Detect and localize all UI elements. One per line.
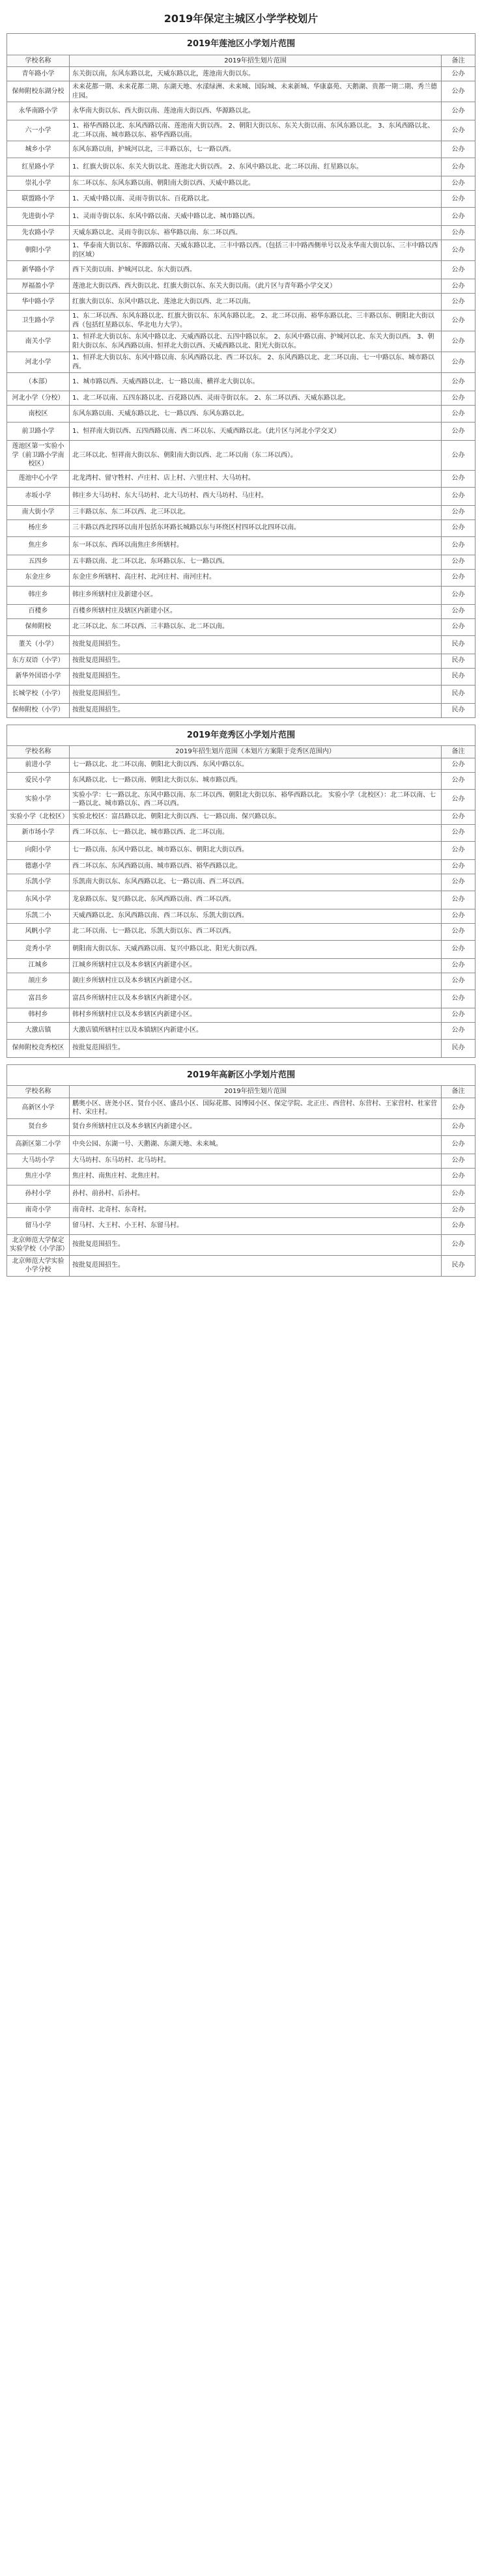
school-name-cell: 保师附校东湖分校 xyxy=(7,81,70,102)
table-row xyxy=(7,505,475,519)
zoning-table xyxy=(7,725,475,1058)
school-name-cell: 风帆小学 xyxy=(7,923,70,940)
school-name-cell: 东金庄乡 xyxy=(7,569,70,586)
school-name-cell: 爱民小学 xyxy=(7,772,70,789)
table-row xyxy=(7,958,475,973)
range-cell: 东风东路以南，护城河以北，三丰路以东，七一路以西。 xyxy=(70,141,442,158)
column-header-range: 2019年招生划片范围 xyxy=(70,1086,442,1098)
school-name-cell: 新市场小学 xyxy=(7,824,70,841)
table-row xyxy=(7,373,475,391)
table-row xyxy=(7,1185,475,1203)
table-row xyxy=(7,1039,475,1057)
range-cell: 韩庄乡大马坊村、东大马坊村、北大马坊村、西大马坊村、马庄村。 xyxy=(70,487,442,505)
range-cell: 按批复范围招生。 xyxy=(70,685,442,703)
column-header-row xyxy=(7,55,475,67)
table-row xyxy=(7,990,475,1008)
note-cell: 公办 xyxy=(441,311,475,331)
table-row xyxy=(7,311,475,331)
school-name-cell: 留马小学 xyxy=(7,1217,70,1234)
range-cell: 孙村、前孙村、后孙村。 xyxy=(70,1185,442,1203)
range-cell: 七一路以南、东风中路以北、城市路以东、朝阳北大街以西。 xyxy=(70,841,442,859)
school-name-cell: 联盟路小学 xyxy=(7,191,70,208)
range-cell: 1、东二环以西、东风东路以北、红旗大街以东、东风东路以北。 2、北二环以南、裕华东路以北、三丰路以东、朝阳北大街以西（包括红星路以东、华北电力大学）。 xyxy=(70,311,442,331)
note-cell: 公办 xyxy=(441,240,475,261)
table-row xyxy=(7,940,475,958)
school-name-cell: 高新区第二小学 xyxy=(7,1135,70,1154)
table-row xyxy=(7,261,475,279)
table-row xyxy=(7,604,475,618)
table-row xyxy=(7,824,475,841)
range-cell: 东金庄乡所辖村、高庄村、北河庄村、南河庄村。 xyxy=(70,569,442,586)
range-cell: 按批复范围招生。 xyxy=(70,635,442,654)
range-cell: 大激店镇所辖村庄以及本镇辖区内新建小区。 xyxy=(70,1022,442,1039)
note-cell: 公办 xyxy=(441,1234,475,1255)
note-cell: 公办 xyxy=(441,758,475,772)
school-name-cell: 莲池区第一实验小学（前卫路小学南校区） xyxy=(7,441,70,471)
column-header-school: 学校名称 xyxy=(7,55,70,67)
range-cell: 1、恒祥北大街以东、东风中路以南、东风西路以北、西二环以东。 2、东风西路以北、北二环以南、七一中路以东、城市路以西。 xyxy=(70,352,442,373)
table-row xyxy=(7,1154,475,1168)
range-cell: 1、恒祥北大街以东、东风中路以北、天威西路以北、五四中路以东。 2、东风中路以南、护城河以北、东关大街以西。 3、朝阳大街以东、东风西路以南、恒祥北大街以西、天威西路以北、阳光大街以东。 xyxy=(70,331,442,352)
section-heading-row xyxy=(7,1064,475,1086)
school-name-cell: 颉庄乡 xyxy=(7,973,70,990)
range-cell: 红旗大街以东、东风中路以北、莲池北大街以西、北二环以南。 xyxy=(70,294,442,311)
range-cell: 1、灵雨寺街以东、东风中路以南、天威中路以北、城市路以西。 xyxy=(70,208,442,226)
table-row xyxy=(7,1135,475,1154)
note-cell: 公办 xyxy=(441,1022,475,1039)
table-row xyxy=(7,772,475,789)
note-cell: 公办 xyxy=(441,1154,475,1168)
range-cell: 1、红旗大街以东、东关大街以北、莲池北大街以西。 2、东风中路以北、北二环以南、红星路以东。 xyxy=(70,158,442,176)
table-row xyxy=(7,1217,475,1234)
table-row xyxy=(7,422,475,441)
school-name-cell: 新华外国语小学 xyxy=(7,668,70,685)
school-name-cell: 红星路小学 xyxy=(7,158,70,176)
note-cell: 公办 xyxy=(441,958,475,973)
note-cell: 公办 xyxy=(441,176,475,191)
school-name-cell: 南关小学 xyxy=(7,331,70,352)
note-cell: 公办 xyxy=(441,141,475,158)
note-cell: 公办 xyxy=(441,874,475,891)
note-cell: 公办 xyxy=(441,841,475,859)
note-cell: 公办 xyxy=(441,487,475,505)
school-name-cell: 永华南路小学 xyxy=(7,102,70,120)
note-cell: 民办 xyxy=(441,685,475,703)
note-cell: 公办 xyxy=(441,1098,475,1118)
column-header-note: 备注 xyxy=(441,746,475,758)
zoning-table xyxy=(7,1064,475,1277)
range-cell: 西二环以东、东风西路以南、城市路以西、裕华西路以北。 xyxy=(70,859,442,874)
range-cell: 天威东路以北、灵雨寺街以东、裕华路以南、东二环以西。 xyxy=(70,226,442,240)
range-cell: 东风东路以南、天威东路以北、七一路以西、东风东路以北。 xyxy=(70,406,442,422)
school-name-cell: 高新区小学 xyxy=(7,1098,70,1118)
range-cell: 东一环以东、西环以南焦庄乡所辖村。 xyxy=(70,536,442,555)
note-cell: 公办 xyxy=(441,810,475,824)
table-row xyxy=(7,569,475,586)
school-name-cell: 向阳小学 xyxy=(7,841,70,859)
column-header-range: 2019年招生划片范围 xyxy=(70,55,442,67)
school-name-cell: 河北小学（分校） xyxy=(7,391,70,406)
school-name-cell: 保师附校（小学） xyxy=(7,703,70,717)
table-row xyxy=(7,1234,475,1255)
note-cell: 公办 xyxy=(441,824,475,841)
column-header-range: 2019年招生划片范围（本划片方案限于竞秀区范围内） xyxy=(70,746,442,758)
section-heading: 2019年莲池区小学划片范围 xyxy=(7,34,475,55)
school-name-cell: 崇礼小学 xyxy=(7,176,70,191)
table-row xyxy=(7,279,475,294)
school-name-cell: 长城学校（小学） xyxy=(7,685,70,703)
table-row xyxy=(7,635,475,654)
document-page xyxy=(0,0,482,1277)
table-row xyxy=(7,1098,475,1118)
table-row xyxy=(7,909,475,923)
range-cell: 北三环以北、东二环以西、三丰路以东、北二环以南。 xyxy=(70,618,442,635)
school-name-cell: 华中路小学 xyxy=(7,294,70,311)
note-cell: 民办 xyxy=(441,1039,475,1057)
school-name-cell: 五四乡 xyxy=(7,555,70,569)
school-name-cell: 前进小学 xyxy=(7,758,70,772)
note-cell: 公办 xyxy=(441,940,475,958)
table-row xyxy=(7,810,475,824)
school-name-cell: 实验小学 xyxy=(7,789,70,810)
range-cell: 1、城市路以西、天威西路以北、七一路以南、横祥北大街以东。 xyxy=(70,373,442,391)
note-cell: 公办 xyxy=(441,373,475,391)
table-row xyxy=(7,1008,475,1022)
note-cell: 公办 xyxy=(441,261,475,279)
column-header-row xyxy=(7,746,475,758)
range-cell: 西下关街以南、护城河以北、东大街以西。 xyxy=(70,261,442,279)
range-cell: 北三环以北、恒祥南大街以东、朝阳南大街以西、北二环以南（东二环以西）。 xyxy=(70,441,442,471)
school-name-cell: 百楼乡 xyxy=(7,604,70,618)
table-row xyxy=(7,1022,475,1039)
column-header-school: 学校名称 xyxy=(7,1086,70,1098)
note-cell: 公办 xyxy=(441,67,475,81)
school-name-cell: 北京师范大学实验小学分校 xyxy=(7,1255,70,1276)
note-cell: 公办 xyxy=(441,208,475,226)
note-cell: 公办 xyxy=(441,772,475,789)
section-spacer xyxy=(7,1058,475,1064)
range-cell: 贤台乡所辖村庄以及本乡辖区内新建小区。 xyxy=(70,1118,442,1135)
school-name-cell: 大马坊小学 xyxy=(7,1154,70,1168)
school-name-cell: 先农路小学 xyxy=(7,226,70,240)
note-cell: 公办 xyxy=(441,158,475,176)
school-name-cell: 富昌乡 xyxy=(7,990,70,1008)
school-name-cell: 厚福盈小学 xyxy=(7,279,70,294)
table-row xyxy=(7,470,475,487)
note-cell: 公办 xyxy=(441,279,475,294)
range-cell: 百楼乡所辖村庄及辖区内新建小区。 xyxy=(70,604,442,618)
note-cell: 公办 xyxy=(441,422,475,441)
range-cell: 三丰路以西北四环以南并包括东环路长城路以东与环绕区村四环以北四环以南。 xyxy=(70,519,442,536)
note-cell: 公办 xyxy=(441,81,475,102)
range-cell: 韩村乡所辖村庄以及本乡辖区内新建小区。 xyxy=(70,1008,442,1022)
range-cell: 鹏奥小区、唐尧小区、贤台小区、盛昌小区、国际花都、园博园小区、保定学院、北正庄、西营村、东营村、王家营村、杜家营村、宋庄村。 xyxy=(70,1098,442,1118)
table-row xyxy=(7,141,475,158)
school-name-cell: 焦庄小学 xyxy=(7,1168,70,1185)
range-cell: 1、裕华西路以北、东风西路以南、莲池南大街以西。 2、朝阳大街以东、东关大街以南、东风东路以北。 3、东风西路以北、北二环以南、城市路以东、裕华西路以南。 xyxy=(70,120,442,141)
table-row xyxy=(7,685,475,703)
table-row xyxy=(7,1203,475,1217)
table-row xyxy=(7,586,475,604)
school-name-cell: 六一小学 xyxy=(7,120,70,141)
note-cell: 公办 xyxy=(441,923,475,940)
school-name-cell: 朝阳小学 xyxy=(7,240,70,261)
school-name-cell: 乐凯二小 xyxy=(7,909,70,923)
table-row xyxy=(7,294,475,311)
note-cell: 公办 xyxy=(441,226,475,240)
note-cell: 公办 xyxy=(441,294,475,311)
range-cell: 东二环以东、东风东路以南、朝阳南大街以西、天威中路以北。 xyxy=(70,176,442,191)
section-heading-row xyxy=(7,725,475,746)
school-name-cell: 焦庄乡 xyxy=(7,536,70,555)
note-cell: 公办 xyxy=(441,973,475,990)
note-cell: 公办 xyxy=(441,909,475,923)
school-name-cell: 前卫路小学 xyxy=(7,422,70,441)
table-row xyxy=(7,668,475,685)
table-row xyxy=(7,859,475,874)
range-cell: 留马村、大王村、小王村、东留马村。 xyxy=(70,1217,442,1234)
school-name-cell: 江城乡 xyxy=(7,958,70,973)
school-name-cell: 莲池中心小学 xyxy=(7,470,70,487)
table-row xyxy=(7,891,475,909)
table-row xyxy=(7,758,475,772)
note-cell: 民办 xyxy=(441,635,475,654)
table-row xyxy=(7,1118,475,1135)
range-cell: 按批复范围招生。 xyxy=(70,1039,442,1057)
table-row xyxy=(7,102,475,120)
school-name-cell: 北京师范大学保定实验学校（小学部） xyxy=(7,1234,70,1255)
school-name-cell: 德惠小学 xyxy=(7,859,70,874)
note-cell: 公办 xyxy=(441,1203,475,1217)
range-cell: 南奇村、北奇村、东奇村。 xyxy=(70,1203,442,1217)
table-row xyxy=(7,331,475,352)
range-cell: 焦庄村、南焦庄村、北焦庄村。 xyxy=(70,1168,442,1185)
note-cell: 公办 xyxy=(441,859,475,874)
sections-container xyxy=(7,33,475,1277)
school-name-cell: 大激店镇 xyxy=(7,1022,70,1039)
school-name-cell: 南校区 xyxy=(7,406,70,422)
note-cell: 公办 xyxy=(441,536,475,555)
range-cell: 1、天威中路以南、灵雨寺街以东、百花路以北。 xyxy=(70,191,442,208)
table-row xyxy=(7,1255,475,1276)
column-header-school: 学校名称 xyxy=(7,746,70,758)
note-cell: 公办 xyxy=(441,191,475,208)
school-name-cell: 赤坂小学 xyxy=(7,487,70,505)
school-name-cell: 韩庄乡 xyxy=(7,586,70,604)
note-cell: 公办 xyxy=(441,331,475,352)
range-cell: 中央公园、东湖一号、天鹅湖、东湖天地、未来城。 xyxy=(70,1135,442,1154)
table-row xyxy=(7,67,475,81)
table-row xyxy=(7,618,475,635)
school-name-cell: 卫生路小学 xyxy=(7,311,70,331)
table-row xyxy=(7,519,475,536)
note-cell: 公办 xyxy=(441,586,475,604)
note-cell: 公办 xyxy=(441,555,475,569)
range-cell: 按批复范围招生。 xyxy=(70,1234,442,1255)
table-row xyxy=(7,81,475,102)
school-name-cell: 新华路小学 xyxy=(7,261,70,279)
school-name-cell: 南奇小学 xyxy=(7,1203,70,1217)
range-cell: 天威西路以北、东风西路以南、西二环以东、乐凯大街以西。 xyxy=(70,909,442,923)
table-row xyxy=(7,120,475,141)
note-cell: 公办 xyxy=(441,441,475,471)
school-name-cell: 保师附校竞秀校区 xyxy=(7,1039,70,1057)
table-row xyxy=(7,406,475,422)
note-cell: 公办 xyxy=(441,102,475,120)
table-row xyxy=(7,789,475,810)
school-name-cell: 河北小学 xyxy=(7,352,70,373)
range-cell: 七一路以北、北二环以南、朝阳北大街以西、东风中路以东。 xyxy=(70,758,442,772)
section-heading: 2019年高新区小学划片范围 xyxy=(7,1064,475,1086)
range-cell: 按批复范围招生。 xyxy=(70,654,442,668)
note-cell: 公办 xyxy=(441,1217,475,1234)
range-cell: 按批复范围招生。 xyxy=(70,1255,442,1276)
note-cell: 公办 xyxy=(441,1185,475,1203)
range-cell: 北龙湾村、留守牲村、卢庄村、店上村、六里庄村、大马坊村。 xyxy=(70,470,442,487)
table-row xyxy=(7,352,475,373)
range-cell: 莲池北大街以西、西大街以北、红旗大街以东、东关大街以南。（此片区与青年路小学交叉） xyxy=(70,279,442,294)
note-cell: 公办 xyxy=(441,1118,475,1135)
range-cell: 颉庄乡所辖村庄以及本乡辖区内新建小区。 xyxy=(70,973,442,990)
table-row xyxy=(7,703,475,717)
note-cell: 公办 xyxy=(441,990,475,1008)
note-cell: 公办 xyxy=(441,569,475,586)
school-name-cell: 南大街小学 xyxy=(7,505,70,519)
range-cell: 1、华泰南大街以东、华源路以南、天威东路以北、三丰中路以西。（包括三丰中路西侧单号以及永华南大街以东、三丰中路以西的区域） xyxy=(70,240,442,261)
school-name-cell: 保师附校 xyxy=(7,618,70,635)
range-cell: 大马坊村、东马坊村、北马坊村。 xyxy=(70,1154,442,1168)
school-name-cell: （本部） xyxy=(7,373,70,391)
school-name-cell: 董关（小学） xyxy=(7,635,70,654)
section-spacer xyxy=(7,718,475,725)
note-cell: 公办 xyxy=(441,352,475,373)
table-row xyxy=(7,240,475,261)
range-cell: 东关街以南，东风东路以北，天威东路以北，莲池南大街以东。 xyxy=(70,67,442,81)
note-cell: 公办 xyxy=(441,1135,475,1154)
range-cell: 1、恒祥南大街以西、五四西路以南、西二环以东、天威西路以北。（此片区与河北小学交叉） xyxy=(70,422,442,441)
range-cell: 西二环以东、七一路以北、城市路以西、北二环以南。 xyxy=(70,824,442,841)
range-cell: 乐凯南大街以东、东风西路以北、七一路以南、西二环以西。 xyxy=(70,874,442,891)
table-row xyxy=(7,536,475,555)
table-row xyxy=(7,191,475,208)
note-cell: 公办 xyxy=(441,406,475,422)
range-cell: 未来花都一期、未来花都二期、东湖天地、水漾绿洲、未来城、国际城、未来新城、华康嘉苑、天鹅湖、贵都一期二期、秀兰德庄园。 xyxy=(70,81,442,102)
school-name-cell: 城乡小学 xyxy=(7,141,70,158)
range-cell: 实验小学：七一路以北、东风中路以南、东二环以西、朝阳北大街以东、裕华西路以北。 实验小学（北校区）：北二环以南、七一路以北、城市路以东、西二环以西。 xyxy=(70,789,442,810)
range-cell: 1、北二环以南、五四东路以北、百花路以西、灵雨寺街以东。 2、东二环以西、天威东路以北。 xyxy=(70,391,442,406)
school-name-cell: 乐凯小学 xyxy=(7,874,70,891)
range-cell: 富昌乡所辖村庄以及本乡辖区内新建小区。 xyxy=(70,990,442,1008)
table-row xyxy=(7,654,475,668)
table-row xyxy=(7,487,475,505)
note-cell: 公办 xyxy=(441,891,475,909)
school-name-cell: 东方双语（小学） xyxy=(7,654,70,668)
range-cell: 三丰路以东、东二环以西、北三环以北。 xyxy=(70,505,442,519)
range-cell: 按批复范围招生。 xyxy=(70,703,442,717)
section-heading-row xyxy=(7,34,475,55)
range-cell: 龙泉路以东、复兴路以北、东风西路以南、西二环以西。 xyxy=(70,891,442,909)
range-cell: 朝阳南大街以东、天威西路以南、复兴中路以北、阳光大街以西。 xyxy=(70,940,442,958)
table-row xyxy=(7,441,475,471)
note-cell: 公办 xyxy=(441,391,475,406)
note-cell: 民办 xyxy=(441,1255,475,1276)
table-row xyxy=(7,923,475,940)
note-cell: 公办 xyxy=(441,1008,475,1022)
table-row xyxy=(7,176,475,191)
table-row xyxy=(7,158,475,176)
column-header-row xyxy=(7,1086,475,1098)
range-cell: 北二环以南、七一路以北、乐凯大街以东、西二环以西。 xyxy=(70,923,442,940)
school-name-cell: 贤台乡 xyxy=(7,1118,70,1135)
note-cell: 公办 xyxy=(441,519,475,536)
school-name-cell: 杨庄乡 xyxy=(7,519,70,536)
school-name-cell: 韩村乡 xyxy=(7,1008,70,1022)
note-cell: 民办 xyxy=(441,668,475,685)
column-header-note: 备注 xyxy=(441,55,475,67)
table-row xyxy=(7,226,475,240)
school-name-cell: 先进街小学 xyxy=(7,208,70,226)
zoning-table xyxy=(7,33,475,718)
note-cell: 民办 xyxy=(441,703,475,717)
note-cell: 公办 xyxy=(441,1168,475,1185)
table-row xyxy=(7,874,475,891)
note-cell: 公办 xyxy=(441,470,475,487)
school-name-cell: 竞秀小学 xyxy=(7,940,70,958)
note-cell: 公办 xyxy=(441,120,475,141)
note-cell: 公办 xyxy=(441,789,475,810)
range-cell: 江城乡所辖村庄以及本乡辖区内新建小区。 xyxy=(70,958,442,973)
document-title: 2019年保定主城区小学学校划片 xyxy=(163,12,319,25)
table-row xyxy=(7,841,475,859)
range-cell: 东风路以北、七一路以南、朝阳北大街以东、城市路以西。 xyxy=(70,772,442,789)
school-name-cell: 孙村小学 xyxy=(7,1185,70,1203)
section-heading: 2019年竞秀区小学划片范围 xyxy=(7,725,475,746)
table-row xyxy=(7,1168,475,1185)
school-name-cell: 实验小学（北校区） xyxy=(7,810,70,824)
table-row xyxy=(7,391,475,406)
column-header-note: 备注 xyxy=(441,1086,475,1098)
range-cell: 按批复范围招生。 xyxy=(70,668,442,685)
note-cell: 公办 xyxy=(441,604,475,618)
table-row xyxy=(7,555,475,569)
school-name-cell: 东风小学 xyxy=(7,891,70,909)
table-row xyxy=(7,973,475,990)
school-name-cell: 青年路小学 xyxy=(7,67,70,81)
range-cell: 韩庄乡所辖村庄及新建小区。 xyxy=(70,586,442,604)
note-cell: 公办 xyxy=(441,505,475,519)
range-cell: 五丰路以南、北二环以北、东环路以东、七一路以西。 xyxy=(70,555,442,569)
note-cell: 民办 xyxy=(441,654,475,668)
range-cell: 实验北校区：富昌路以北、朝阳北大街以西、七一路以南、保兴路以东。 xyxy=(70,810,442,824)
note-cell: 公办 xyxy=(441,618,475,635)
table-row xyxy=(7,208,475,226)
range-cell: 永华南大街以东、西大街以南、莲池南大街以西、华源路以北。 xyxy=(70,102,442,120)
